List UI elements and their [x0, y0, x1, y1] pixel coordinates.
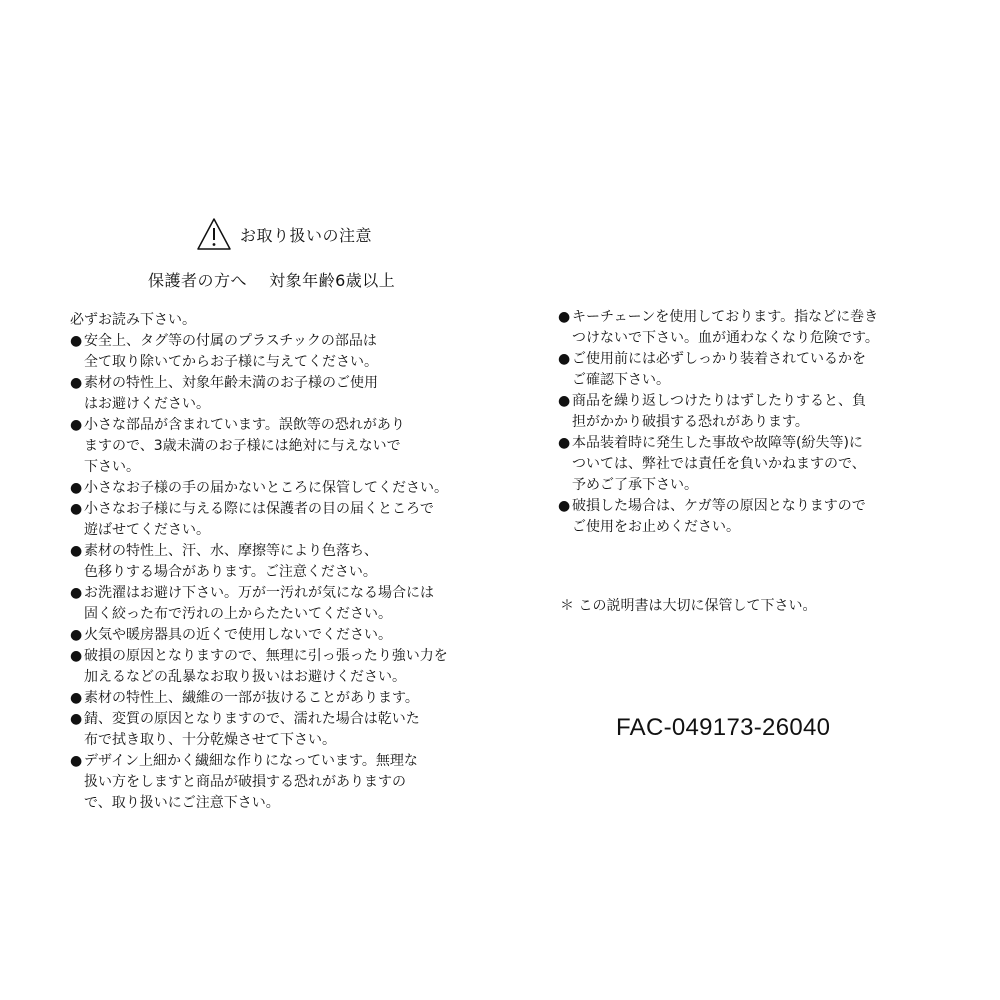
instruction-text: 担がかかり破損する恐れがあります。 — [572, 414, 809, 430]
list-item — [70, 499, 490, 541]
bullet-icon: ● — [70, 648, 83, 664]
list-item — [70, 646, 490, 688]
instruction-line — [558, 391, 948, 412]
instruction-line — [70, 751, 490, 772]
instruction-line — [70, 499, 490, 520]
instruction-line — [558, 328, 948, 349]
instruction-text: 加えるなどの乱暴なお取り扱いはお避けください。 — [84, 669, 406, 685]
list-item — [70, 415, 490, 478]
bullet-icon: ● — [558, 393, 571, 409]
bullet-icon: ● — [558, 309, 571, 325]
instruction-text: 全て取り除いてからお子様に与えてください。 — [84, 354, 378, 370]
instruction-line — [70, 436, 490, 457]
instruction-text: 火気や暖房器具の近くで使用しないでください。 — [84, 627, 392, 643]
list-item — [70, 478, 490, 499]
instruction-line — [70, 730, 490, 751]
instruction-line — [558, 475, 948, 496]
instruction-text: ご確認下さい。 — [572, 372, 670, 388]
guardian-age-notice: 保護者の方へ 対象年齢6歳以上 — [148, 271, 396, 290]
instruction-line — [70, 604, 490, 625]
bullet-icon: ● — [70, 711, 83, 727]
intro-text: 必ずお読み下さい。 — [70, 312, 196, 328]
instruction-line — [558, 412, 948, 433]
bullet-icon: ● — [70, 627, 83, 643]
instruction-line — [70, 625, 490, 646]
instruction-line — [558, 433, 948, 454]
bullet-icon: ● — [70, 753, 83, 769]
instruction-text: キーチェーンを使用しております。指などに巻き — [572, 309, 879, 325]
bullet-icon: ● — [70, 501, 83, 517]
bullet-icon: ● — [70, 480, 83, 496]
instruction-line — [70, 457, 490, 478]
instruction-line — [558, 307, 948, 328]
list-item — [558, 391, 948, 433]
keep-manual-note: ＊ この説明書は大切に保管して下さい。 — [560, 598, 817, 614]
instruction-text: 固く絞った布で汚れの上からたたいてください。 — [84, 606, 392, 622]
instruction-text: ご使用をお止めください。 — [572, 519, 740, 535]
instruction-line — [70, 562, 490, 583]
instruction-line — [558, 349, 948, 370]
left-instruction-list — [70, 331, 490, 814]
instruction-line — [70, 583, 490, 604]
instruction-text: 色移りする場合があります。ご注意ください。 — [84, 564, 377, 580]
instruction-text: 素材の特性上、対象年齢未満のお子様のご使用 — [84, 375, 378, 391]
instruction-text: 破損した場合は、ケガ等の原因となりますので — [572, 498, 866, 514]
instruction-text: 素材の特性上、汗、水、摩擦等により色落ち、 — [84, 543, 378, 559]
instruction-text: 小さな部品が含まれています。誤飲等の恐れがあり — [84, 417, 405, 433]
instruction-text: ご使用前には必ずしっかり装着されているかを — [572, 351, 866, 367]
left-instructions — [70, 310, 490, 814]
list-item — [558, 307, 948, 349]
list-item — [558, 496, 948, 538]
list-item — [70, 688, 490, 709]
bullet-icon: ● — [558, 435, 571, 451]
instruction-text: ますので、3歳未満のお子様には絶対に与えないで — [84, 438, 401, 454]
instruction-text: 小さなお子様の手の届かないところに保管してください。 — [84, 480, 448, 496]
instruction-line — [558, 517, 948, 538]
instruction-text: 小さなお子様に与える際には保護者の目の届くところで — [84, 501, 434, 517]
list-item — [70, 331, 490, 373]
instruction-text: 破損の原因となりますので、無理に引っ張ったり強い力を — [84, 648, 448, 664]
instruction-text: 下さい。 — [84, 459, 140, 475]
instruction-text: ついては、弊社では責任を負いかねますので、 — [572, 456, 866, 472]
list-item — [70, 373, 490, 415]
instruction-line — [70, 394, 490, 415]
instruction-text: 布で拭き取り、十分乾燥させて下さい。 — [84, 732, 336, 748]
list-item — [558, 433, 948, 496]
page-title: お取り扱いの注意 — [240, 225, 373, 245]
list-item — [558, 349, 948, 391]
instruction-line — [558, 370, 948, 391]
bullet-icon: ● — [70, 333, 83, 349]
instruction-line — [70, 373, 490, 394]
instruction-text: 予めご了承下さい。 — [572, 477, 698, 493]
instruction-line — [70, 520, 490, 541]
instruction-text: 商品を繰り返しつけたりはずしたりすると、負 — [572, 393, 866, 409]
bullet-icon: ● — [558, 498, 571, 514]
bullet-icon: ● — [70, 417, 83, 433]
instruction-text: 錆、変質の原因となりますので、濡れた場合は乾いた — [84, 711, 420, 727]
product-code: FAC-049173-26040 — [616, 714, 831, 741]
list-item — [70, 751, 490, 814]
right-instruction-list — [558, 307, 948, 538]
instruction-line — [70, 793, 490, 814]
instruction-line — [70, 688, 490, 709]
instruction-line — [70, 709, 490, 730]
instruction-line — [70, 415, 490, 436]
instruction-text: 本品装着時に発生した事故や故障等(紛失等)に — [572, 435, 863, 451]
list-item — [70, 583, 490, 625]
caution-heading — [196, 216, 372, 252]
instruction-text: 遊ばせてください。 — [84, 522, 210, 538]
bullet-icon: ● — [70, 690, 83, 706]
instruction-text: 安全上、タグ等の付属のプラスチックの部品は — [84, 333, 377, 349]
bullet-icon: ● — [70, 585, 83, 601]
warning-triangle-icon — [196, 217, 232, 251]
instruction-text: お洗濯はお避け下さい。万が一汚れが気になる場合には — [84, 585, 434, 601]
instruction-line — [70, 667, 490, 688]
list-item — [70, 541, 490, 583]
instruction-line — [558, 454, 948, 475]
instruction-text: つけないで下さい。血が通わなくなり危険です。 — [572, 330, 879, 346]
instruction-line — [70, 352, 490, 373]
instruction-text: 扱い方をしますと商品が破損する恐れがありますの — [84, 774, 406, 790]
instruction-text: デザイン上細かく繊細な作りになっています。無理な — [84, 753, 418, 769]
instruction-line — [70, 772, 490, 793]
instruction-line — [70, 541, 490, 562]
bullet-icon: ● — [70, 375, 83, 391]
bullet-icon: ● — [70, 543, 83, 559]
bullet-icon: ● — [558, 351, 571, 367]
instruction-line — [70, 331, 490, 352]
instruction-line — [70, 646, 490, 667]
instruction-line — [70, 478, 490, 499]
instruction-text: はお避けください。 — [84, 396, 210, 412]
list-item — [70, 709, 490, 751]
instruction-line — [558, 496, 948, 517]
list-item — [70, 625, 490, 646]
instruction-text: 素材の特性上、繊維の一部が抜けることがあります。 — [84, 690, 419, 706]
right-instructions — [558, 307, 948, 538]
instruction-text: で、取り扱いにご注意下さい。 — [84, 795, 280, 811]
